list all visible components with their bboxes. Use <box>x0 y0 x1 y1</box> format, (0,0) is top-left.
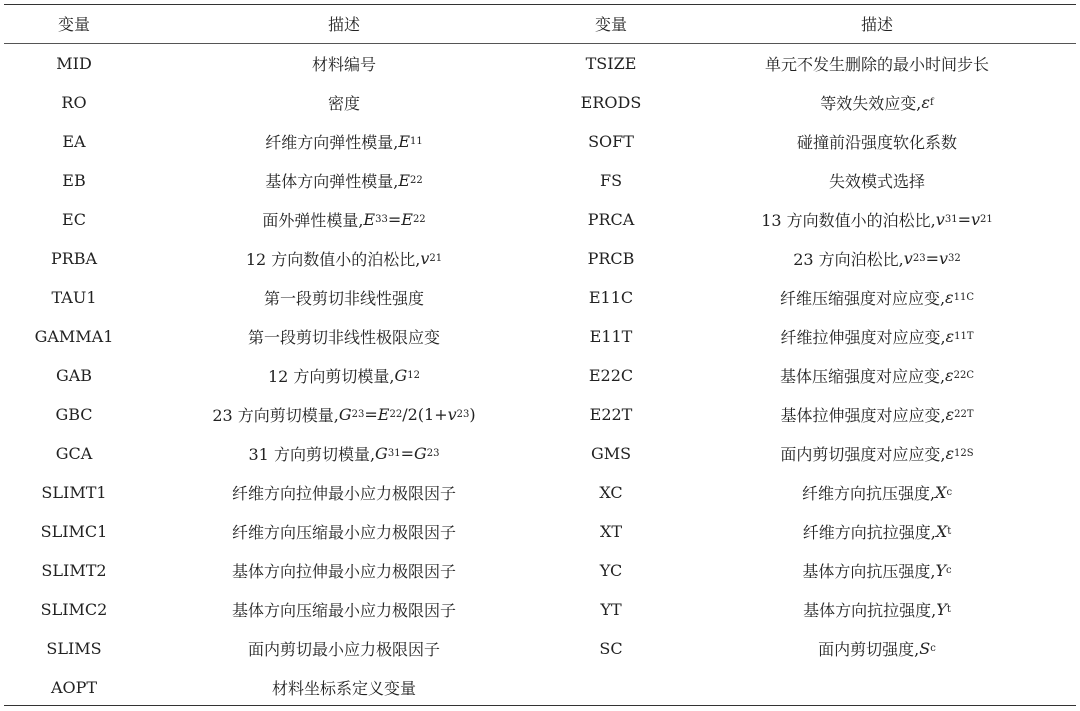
cell-variable-2: E22T <box>589 405 633 424</box>
cell-description-1: 纤维方向拉伸最小应力极限因子 <box>231 484 456 503</box>
cell-description-2: 纤维方向抗拉强度, X t <box>802 522 952 542</box>
table-row <box>4 200 1076 239</box>
table-row <box>4 239 1076 278</box>
cell-variable-2: YC <box>599 561 623 580</box>
table-row <box>4 122 1076 161</box>
header-description-1: 描述 <box>327 15 360 34</box>
cell-description-1: 密度 <box>327 94 360 113</box>
header-variable-2: 变量 <box>594 15 627 34</box>
cell-description-1: 12 方向数值小的泊松比, v 21 <box>245 249 443 269</box>
table-row <box>4 551 1076 590</box>
header-description-2: 描述 <box>860 15 893 34</box>
cell-variable-2: FS <box>599 171 623 190</box>
cell-variable-1: EA <box>62 132 86 151</box>
table-row <box>4 317 1076 356</box>
cell-description-2: 失效模式选择 <box>828 172 925 191</box>
cell-description-2 <box>678 668 1076 707</box>
cell-variable-1: EB <box>62 171 86 190</box>
cell-variable-2: SC <box>599 639 623 658</box>
cell-description-2: 纤维拉伸强度对应应变, ε 11T <box>780 327 974 347</box>
cell-variable-1: SLIMT2 <box>41 561 107 580</box>
cell-description-2: 13 方向数值小的泊松比, v 31 = v 21 <box>761 210 993 230</box>
table-row <box>4 356 1076 395</box>
cell-description-1: 纤维方向弹性模量, E 11 <box>265 132 423 152</box>
cell-description-2: 基体拉伸强度对应应变, ε 22T <box>780 405 974 425</box>
cell-variable-1: SLIMC2 <box>40 600 108 619</box>
bottom-rule <box>4 705 1076 706</box>
cell-variable-2 <box>544 668 678 707</box>
cell-description-1: 材料编号 <box>311 55 376 74</box>
table-row <box>4 512 1076 551</box>
cell-description-1: 23 方向剪切模量, G 23 = E 22 /2(1+ v 23 ) <box>212 405 476 425</box>
cell-description-1: 面外弹性模量, E 33 = E 22 <box>262 210 426 230</box>
cell-description-2: 基体方向抗压强度, Y c <box>802 561 952 581</box>
cell-description-1: 31 方向剪切模量, G 31 = G 23 <box>248 444 440 464</box>
cell-variable-2: SOFT <box>588 132 634 151</box>
table-row <box>4 590 1076 629</box>
cell-variable-2: ERODS <box>580 93 642 112</box>
cell-description-1: 面内剪切最小应力极限因子 <box>247 640 440 659</box>
cell-description-1: 第一段剪切非线性极限应变 <box>247 328 440 347</box>
cell-variable-1: SLIMC1 <box>40 522 108 541</box>
cell-variable-1: AOPT <box>50 678 98 697</box>
cell-variable-2: PRCB <box>587 249 635 268</box>
cell-variable-2: E11C <box>588 288 634 307</box>
cell-description-1: 12 方向剪切模量, G 12 <box>267 366 421 386</box>
cell-description-2: 23 方向泊松比, v 23 = v 32 <box>793 249 961 269</box>
cell-variable-1: EC <box>62 210 86 229</box>
parameter-table <box>4 4 1076 706</box>
cell-description-1: 基体方向弹性模量, E 22 <box>265 171 423 191</box>
table-row <box>4 83 1076 122</box>
cell-description-1: 基体方向压缩最小应力极限因子 <box>231 601 456 620</box>
cell-variable-1: RO <box>61 93 87 112</box>
cell-variable-1: PRBA <box>50 249 98 268</box>
cell-variable-1: SLIMT1 <box>41 483 107 502</box>
table-row <box>4 395 1076 434</box>
cell-variable-2: YT <box>600 600 622 619</box>
cell-variable-1: TAU1 <box>51 288 97 307</box>
cell-description-2: 基体压缩强度对应应变, ε 22C <box>779 366 975 386</box>
table-row <box>4 668 1076 707</box>
table-row <box>4 44 1076 83</box>
cell-variable-2: TSIZE <box>585 54 637 73</box>
table-row <box>4 473 1076 512</box>
table-row <box>4 629 1076 668</box>
cell-description-2: 面内剪切强度对应应变, ε 12S <box>780 444 974 464</box>
table-row <box>4 434 1076 473</box>
table-row <box>4 278 1076 317</box>
cell-variable-2: E11T <box>589 327 633 346</box>
cell-variable-2: E22C <box>588 366 634 385</box>
cell-description-2: 等效失效应变, ε f <box>820 93 934 113</box>
cell-variable-2: PRCA <box>587 210 635 229</box>
cell-description-1: 材料坐标系定义变量 <box>271 679 416 698</box>
cell-description-1: 纤维方向压缩最小应力极限因子 <box>231 523 456 542</box>
cell-variable-1: GAMMA1 <box>34 327 114 346</box>
cell-variable-1: GCA <box>55 444 93 463</box>
cell-description-2: 纤维压缩强度对应应变, ε 11C <box>779 288 975 308</box>
cell-description-2: 单元不发生删除的最小时间步长 <box>764 55 989 74</box>
cell-description-2: 面内剪切强度, S c <box>818 639 936 659</box>
table-row <box>4 161 1076 200</box>
cell-variable-2: XT <box>599 522 623 541</box>
cell-description-1: 基体方向拉伸最小应力极限因子 <box>231 562 456 581</box>
header-variable-1: 变量 <box>57 15 90 34</box>
cell-variable-1: GAB <box>55 366 93 385</box>
cell-description-2: 基体方向抗拉强度, Y t <box>803 600 951 620</box>
cell-description-2: 纤维方向抗压强度, X c <box>801 483 953 503</box>
cell-variable-1: GBC <box>55 405 93 424</box>
cell-variable-2: GMS <box>590 444 632 463</box>
cell-description-1: 第一段剪切非线性强度 <box>263 289 424 308</box>
cell-variable-1: MID <box>56 54 92 73</box>
table-header <box>4 4 1076 43</box>
cell-description-2: 碰撞前沿强度软化系数 <box>796 133 957 152</box>
cell-variable-1: SLIMS <box>46 639 102 658</box>
cell-variable-2: XC <box>599 483 623 502</box>
